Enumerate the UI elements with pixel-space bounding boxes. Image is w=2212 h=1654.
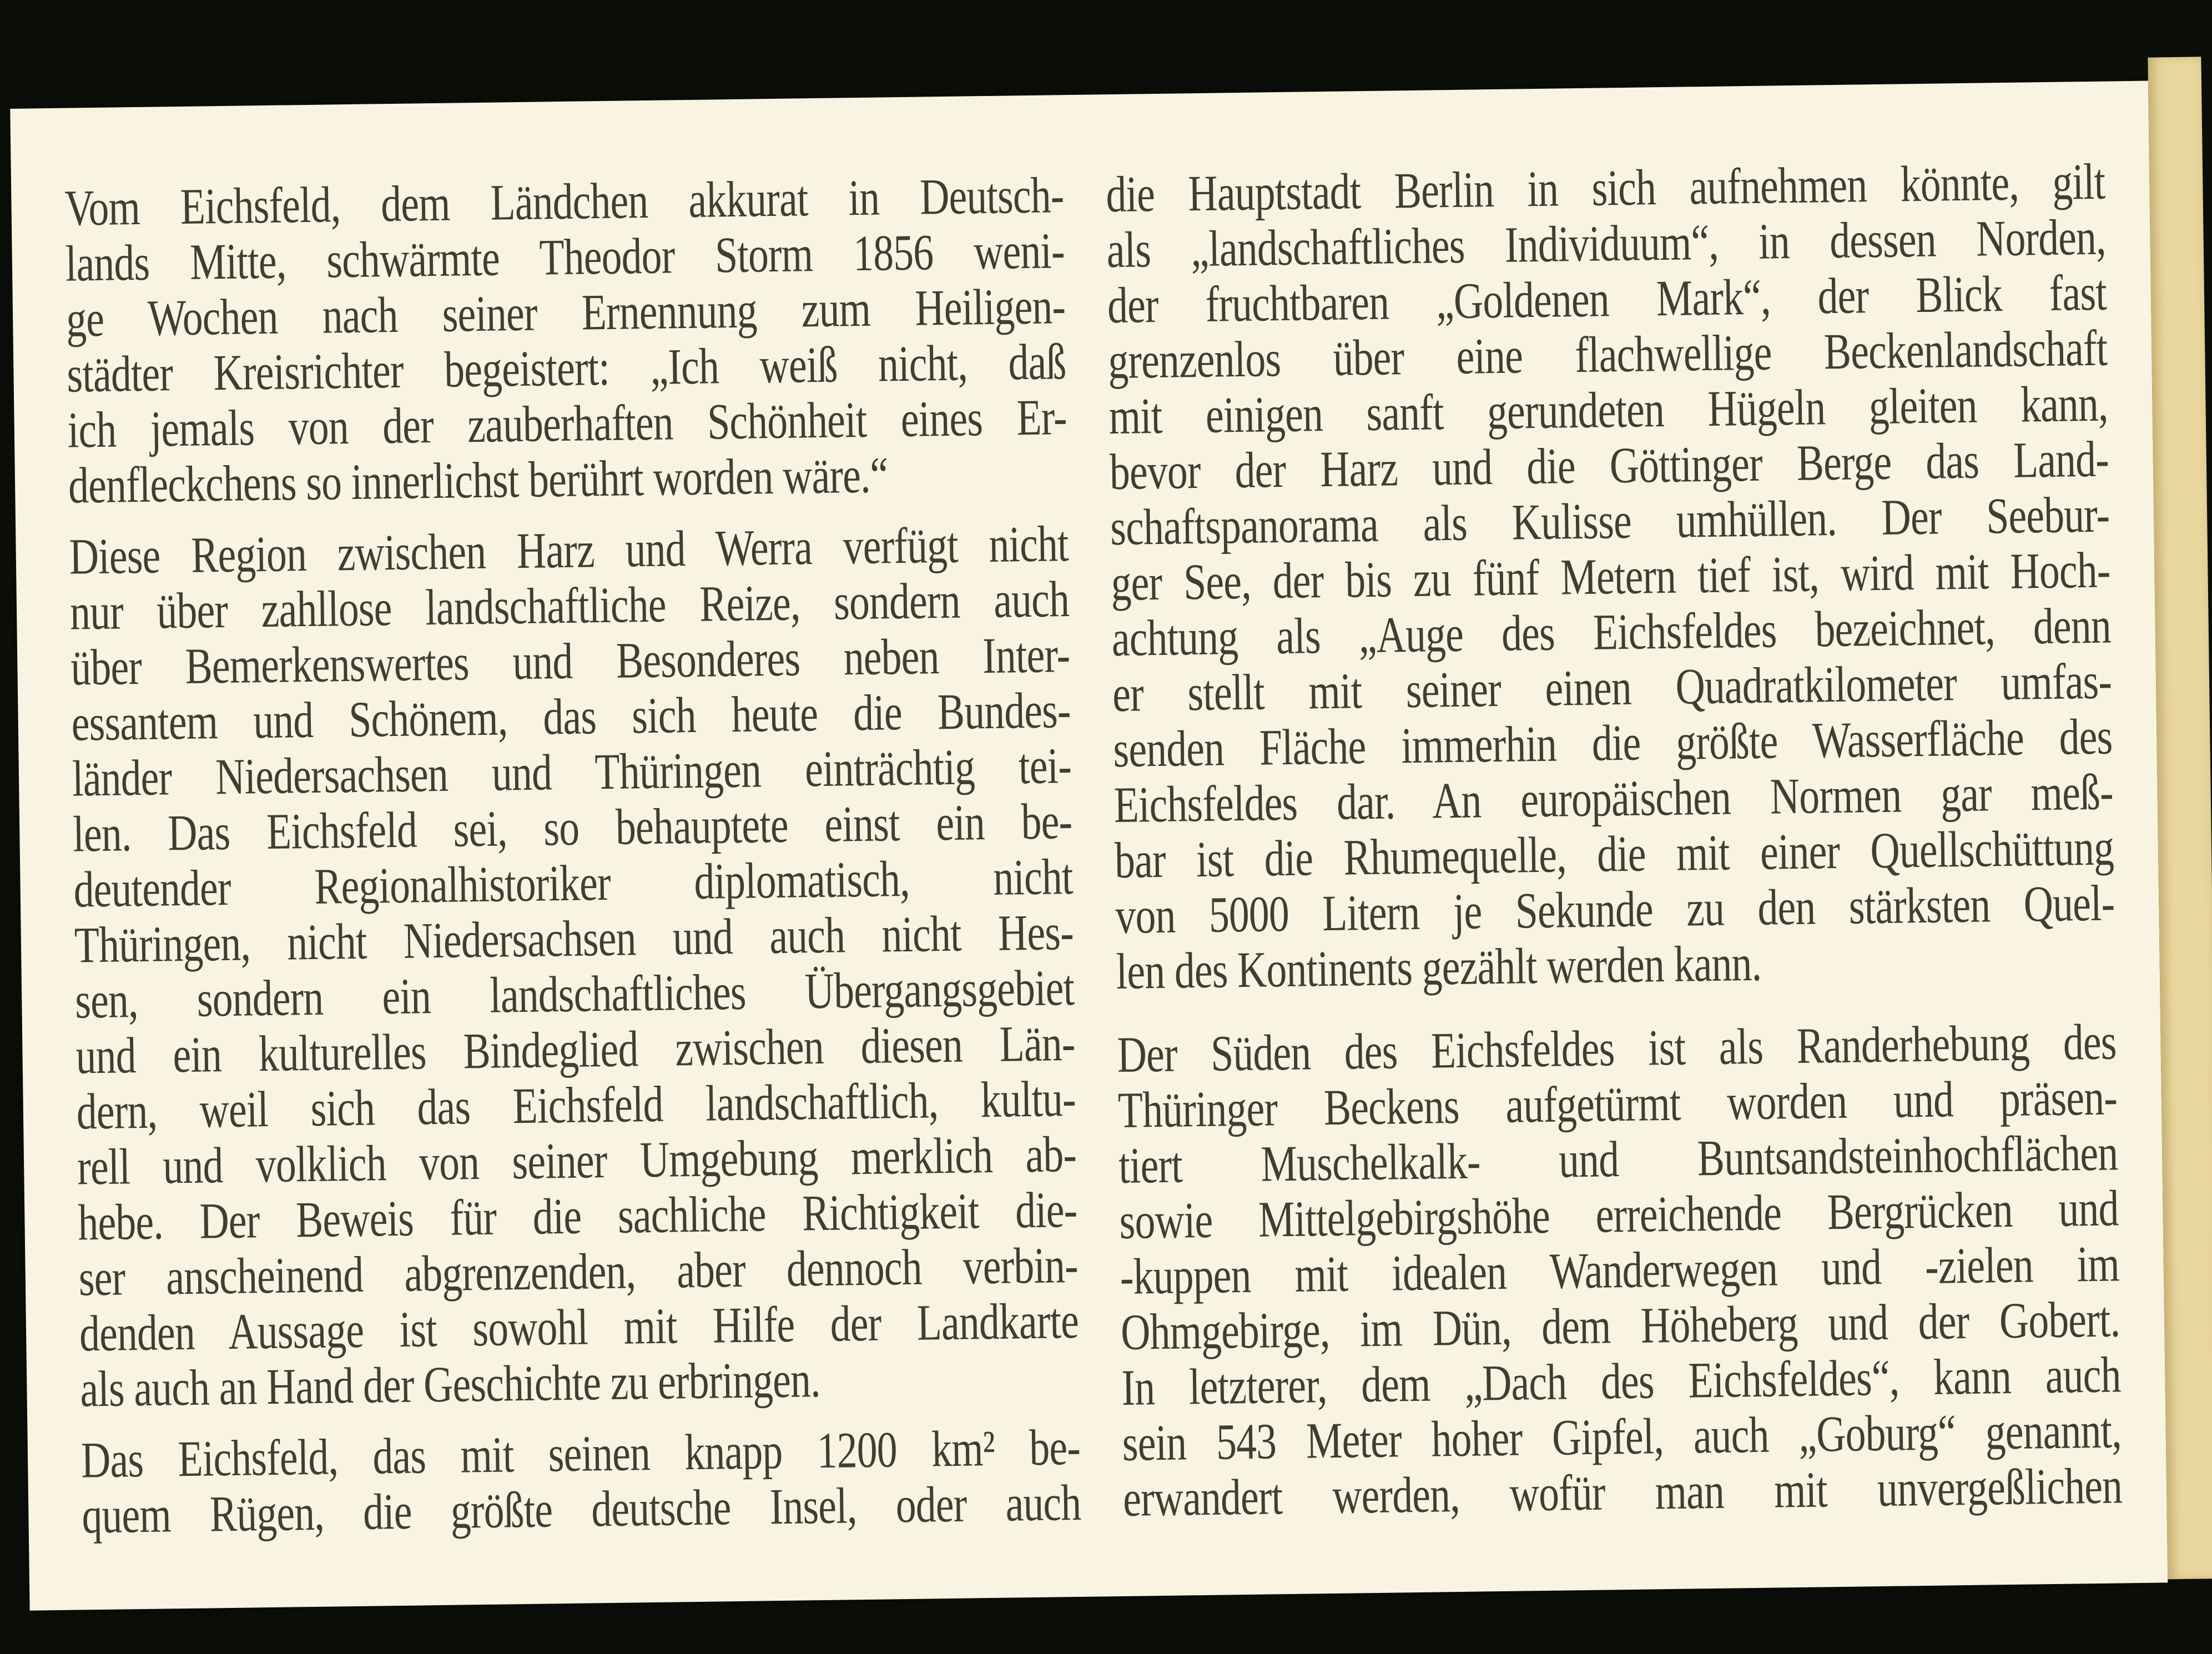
text-line: die Hauptstadt Berlin in sich aufnehmen könnte, gilt bbox=[1105, 153, 2105, 223]
text-line: grenzenlos über eine flachwellige Beckenlandschaft bbox=[1107, 319, 2108, 390]
text-column-left bbox=[64, 167, 1081, 1543]
text-line: städter Kreisrichter begeistert: „Ich weiß nicht, daß bbox=[66, 333, 1067, 403]
text-line: Der Süden des Eichsfeldes ist als Randerhebung des bbox=[1117, 1013, 2117, 1083]
text-line: sen, sondern ein landschaftliches Übergangsgebiet bbox=[74, 959, 1075, 1029]
text-line: Das Eichsfeld, das mit seinen knapp 1200 km² be- bbox=[80, 1418, 1081, 1489]
text-line: dern, weil sich das Eichsfeld landschaftlich, kultu- bbox=[76, 1070, 1076, 1140]
text-line: Ohmgebirge, im Dün, dem Höheberg und der Gobert. bbox=[1120, 1290, 2120, 1360]
text-line: als „landschaftliches Individuum“, in dessen Norden, bbox=[1106, 208, 2107, 279]
paragraph bbox=[80, 1419, 1081, 1544]
scan-page-wrapper bbox=[10, 80, 2212, 1629]
paragraph bbox=[1106, 154, 2115, 999]
text-line: nur über zahllose landschaftliche Reize, sondern auch bbox=[69, 571, 1070, 641]
text-line: Vom Eichsfeld, dem Ländchen akkurat in Deutsch- bbox=[64, 167, 1065, 236]
text-line: -kuppen mit idealen Wanderwegen und -zielen im bbox=[1120, 1235, 2120, 1305]
text-line: Thüringer Beckens aufgetürmt worden und präsen- bbox=[1117, 1068, 2118, 1139]
text-line: ge Wochen nach seiner Ernennung zum Heiligen- bbox=[65, 278, 1066, 347]
text-line: len. Das Eichsfeld sei, so behauptete einst ein be- bbox=[72, 793, 1072, 863]
text-line: tiert Muschelkalk- und Buntsandsteinhochflächen bbox=[1118, 1124, 2118, 1194]
text-line: ich jemals von der zauberhaften Schönheit eines Er- bbox=[67, 389, 1067, 458]
text-line: ser anscheinend abgrenzenden, aber dennoch verbin- bbox=[78, 1236, 1079, 1307]
text-line: sowie Mittelgebirgshöhe erreichende Bergrücken und bbox=[1118, 1179, 2119, 1249]
text-line: senden Fläche immerhin die größte Wasserfläche des bbox=[1112, 708, 2113, 778]
paragraph bbox=[1117, 1013, 2123, 1526]
text-line: rell und volklich von seiner Umgebung merklich ab- bbox=[77, 1126, 1077, 1196]
text-line: quem Rügen, die größte deutsche Insel, oder auch bbox=[81, 1474, 1081, 1544]
text-line: achtung als „Auge des Eichsfeldes bezeichnet, denn bbox=[1111, 597, 2112, 667]
text-line: bevor der Harz und die Göttinger Berge das Land- bbox=[1109, 430, 2109, 501]
text-line: len des Kontinents gezählt werden kann. bbox=[1116, 934, 1762, 1000]
text-line: bar ist die Rhumequelle, die mit einer Quellschüttung bbox=[1114, 819, 2114, 889]
text-line: sein 543 Meter hoher Gipfel, auch „Goburg“ genannt, bbox=[1122, 1401, 2122, 1471]
text-line: lands Mitte, schwärmte Theodor Storm 1856 weni- bbox=[65, 222, 1065, 292]
text-line: als auch an Hand der Geschichte zu erbringen. bbox=[79, 1351, 821, 1418]
text-line: mit einigen sanft gerundeten Hügeln gleiten kann, bbox=[1108, 375, 2109, 445]
text-line: essantem und Schönem, das sich heute die Bundes- bbox=[71, 682, 1071, 752]
text-line: er stellt mit seiner einen Quadratkilometer umfas- bbox=[1112, 652, 2112, 723]
text-line: Diese Region zwischen Harz und Werra verfügt nicht bbox=[69, 515, 1069, 585]
text-line: der fruchtbaren „Goldenen Mark“, der Blick fast bbox=[1107, 264, 2107, 334]
text-line: ger See, der bis zu fünf Metern tief ist, wird mit Hoch- bbox=[1110, 541, 2111, 612]
book-page bbox=[10, 81, 2168, 1611]
text-line: Eichsfeldes dar. An europäischen Normen gar meß- bbox=[1113, 763, 2114, 834]
paragraph bbox=[69, 516, 1080, 1416]
text-line: von 5000 Litern je Sekunde zu den stärksten Quel- bbox=[1115, 874, 2115, 945]
text-line: und ein kulturelles Bindeglied zwischen diesen Län- bbox=[75, 1015, 1076, 1085]
text-line: deutender Regionalhistoriker diplomatisch, nicht bbox=[73, 848, 1074, 918]
text-line: Thüringen, nicht Niedersachsen und auch nicht Hes- bbox=[74, 904, 1074, 974]
text-line: über Bemerkenswertes und Besonderes neben Inter- bbox=[70, 626, 1070, 696]
text-line: schaftspanorama als Kulisse umhüllen. Der Seebur- bbox=[1110, 486, 2110, 556]
text-line: erwandert werden, wofür man mit unvergeßlichen bbox=[1122, 1457, 2123, 1527]
text-line: hebe. Der Beweis für die sachliche Richtigkeit die- bbox=[77, 1181, 1078, 1251]
text-column-right bbox=[1106, 154, 2123, 1526]
text-line: länder Niedersachsen und Thüringen einträchtig tei- bbox=[72, 737, 1072, 807]
text-line: denfleckchens so innerlichst berührt worden wäre.“ bbox=[68, 446, 889, 514]
text-line: denden Aussage ist sowohl mit Hilfe der Landkarte bbox=[79, 1292, 1079, 1362]
paragraph bbox=[64, 167, 1068, 513]
text-line: In letzterer, dem „Dach des Eichsfeldes“, kann auch bbox=[1121, 1346, 2122, 1416]
